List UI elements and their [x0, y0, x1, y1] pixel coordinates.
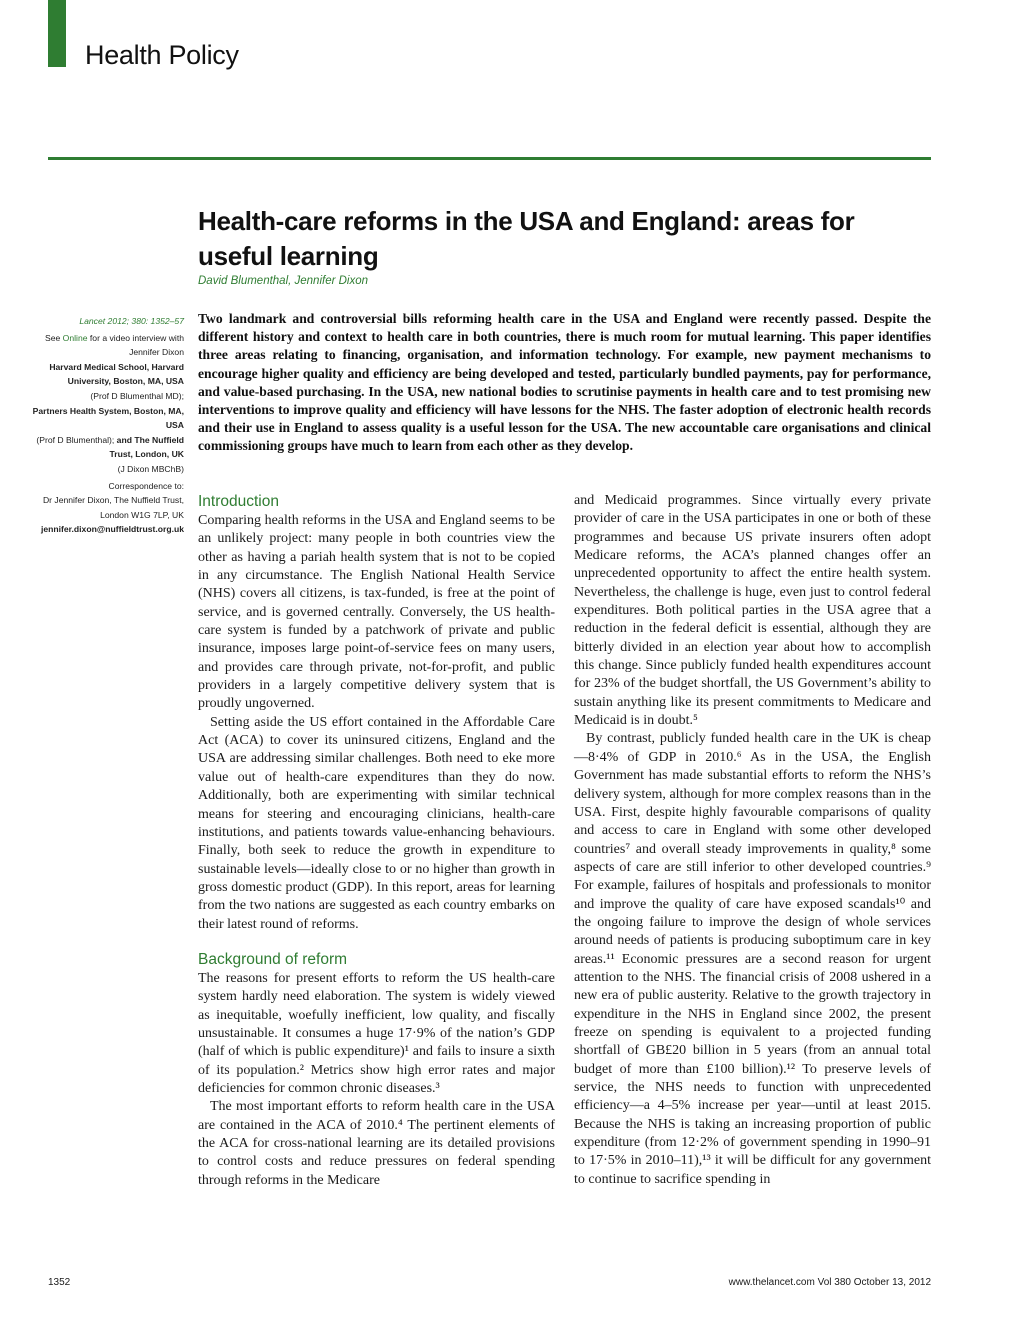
paragraph: The most important efforts to reform health care in the USA are contained in the ACA of 2010.⁴ The pertinent elements of the ACA for cross-national learning are its detailed provisions to control costs and reduce pressures on federal spending through reforms in the Medicare [198, 1099, 555, 1188]
section-title: Health Policy [85, 40, 239, 70]
header-rule [48, 157, 931, 160]
affiliation-2-person: (Prof D Blumenthal); and The Nuffield Trust, London, UK [36, 434, 184, 460]
article-title: Health-care reforms in the USA and England: areas for useful learning [198, 206, 855, 272]
paragraph: Comparing health reforms in the USA and England seems to be an unlikely project: many people in both countries view the other as having a pariah health system that is not to be copied in any circumstance. The English National Health Service (NHS) covers all citizens, is tax-funded, is free at the point of service, and is governed centrally. Conversely, the US health-care system is funded by a patchwork of private and public insurance, imposes large point-of-service fees on many users, and provides care through private, not-for-profit, and public providers in a largely competitive delivery system that is proudly ungoverned. [198, 513, 555, 712]
paragraph: and Medicaid programmes. Since virtually every private provider of care in the USA participates in one or both of these programmes and because US private insurers often adopt Medicare reforms, the ACA’s planned changes offer an unprecedented opportunity to affect the entire health system. Nevertheless, the challenge is huge, even just to control federal expenditures. Both political parties in the USA agree that a reduction in the federal deficit is essential, although they are bitterly divided in an election year about how to accomplish this change. Since publicly funded health expenditures account for 23% of the budget shortfall, the US Government’s ability to sustain anything like its present commitments to Medicare and Medicaid is in doubt.⁵ [574, 493, 931, 729]
heading-introduction: Introduction [198, 493, 279, 510]
body-column-left [198, 492, 555, 1190]
affiliation-2: Partners Health System, Boston, MA, USA [32, 405, 184, 431]
page-number: 1352 [48, 1277, 71, 1288]
body-column-right [574, 492, 931, 1189]
affiliation-3: The Nuffield Trust, London, UK [109, 434, 184, 460]
abstract: Two landmark and controversial bills reforming health care in the USA and England were recently passed. Despite the different history and context to health care in both countries, there is much room for mutual learning. This paper identifies three areas relating to financing, organisation, and information technology. For example, new payment mechanisms to encourage higher quality and efficiency are being developed and tested, particularly bundled payments, pay for performance, and value-based purchasing. In the USA, new national bodies to scrutinise payments in health care and to test promising new interventions to improve quality and efficiency will have lessons for the NHS. The faster adoption of electronic health records and their use in England to assess quality is a useful lesson for the USA. The new accountable care organisations and clinical commissioning groups have much to learn from each other as they develop. [198, 311, 931, 454]
affiliation-3-person: (J Dixon MBChB) [117, 463, 184, 474]
citation: Lancet 2012; 380: 1352–57 [79, 316, 184, 326]
article-authors: David Blumenthal, Jennifer Dixon [198, 275, 369, 287]
affiliation-1: Harvard Medical School, Harvard University, Boston, MA, USA [49, 361, 184, 387]
section-color-block [48, 0, 66, 67]
see-online-note: See Online for a video interview with Jennifer Dixon [44, 332, 184, 358]
paragraph: The reasons for present efforts to reform the US health-care system hardly need elaboration. The system is widely viewed as inequitable, woefully inefficient, low quality, and fiscally unsustainable. It consumes a huge 17·9% of the nation’s GDP (half of which is public expenditure)¹ and fails to insure a sixth of its population.² Metrics show high error rates and major deficiencies for common chronic diseases.³ [198, 970, 555, 1096]
affiliation-1-person: (Prof D Blumenthal MD); [90, 390, 184, 401]
correspondence-email[interactable]: jennifer.dixon@nuffieldtrust.org.uk [40, 524, 184, 535]
correspondence-label: Correspondence to: [108, 480, 184, 491]
heading-background: Background of reform [198, 950, 348, 968]
paragraph: By contrast, publicly funded health care in the UK is cheap—8·4% of GDP in 2010.⁶ As in the USA, the English Government has made substantial efforts to reform the NHS’s delivery system, although for more complex reasons than in the USA. First, despite highly favourable comparisons of quality and access to care in England with some other developed countries⁷ and overall steady improvements in quality,⁸ some aspects of care are still inferior to other developed countries.⁹ For example, failures of hospitals and professionals to monitor and improve the quality of care have exposed scandals¹⁰ and the ongoing failure to improve the design of whole services around needs of patients is producing suboptimum care in key areas.¹¹ Economic pressures are a second reason for urgent attention to the NHS. The financial crisis of 2008 ushered in a new era of public austerity. Relative to the growth trajectory in expenditure in the NHS in England since 2002, the present freeze on spending is equivalent to a projected funding shortfall of GB£20 billion in 5 years (from an annual total budget of more than £100 billion).¹² To preserve levels of service, the NHS needs to function with unprecedented efficiency—a 4–5% increase per year—until at least 2015. Because the NHS is taking an increasing proportion of public expenditure (from 12·2% of government spending in 1990–91 to 17·5% in 2010–11),¹³ it will be difficult for any government to continue to sacrifice spending in [574, 731, 931, 1187]
sidebar [30, 314, 184, 537]
paragraph: Setting aside the US effort contained in the Affordable Care Act (ACA) to cover its uninsured citizens, England and the USA are addressing similar challenges. Both need to eke more value out of health-care expenditures than they do now. Additionally, both are experimenting with similar technical means for steering and encouraging clinicians, health-care institutions, and patients towards value-enhancing behaviours. Finally, both seek to reduce the growth in expenditure to sustainable levels—ideally close to or no higher than growth in gross domestic product (GDP). In this report, areas for learning from the two nations are suggested as each country embarks on their latest round of reforms. [198, 714, 555, 932]
correspondence-address: Dr Jennifer Dixon, The Nuffield Trust, London W1G 7LP, UK [42, 495, 184, 520]
journal-footer: www.thelancet.com Vol 380 October 13, 2012 [728, 1277, 931, 1288]
online-link[interactable]: Online [62, 332, 88, 343]
